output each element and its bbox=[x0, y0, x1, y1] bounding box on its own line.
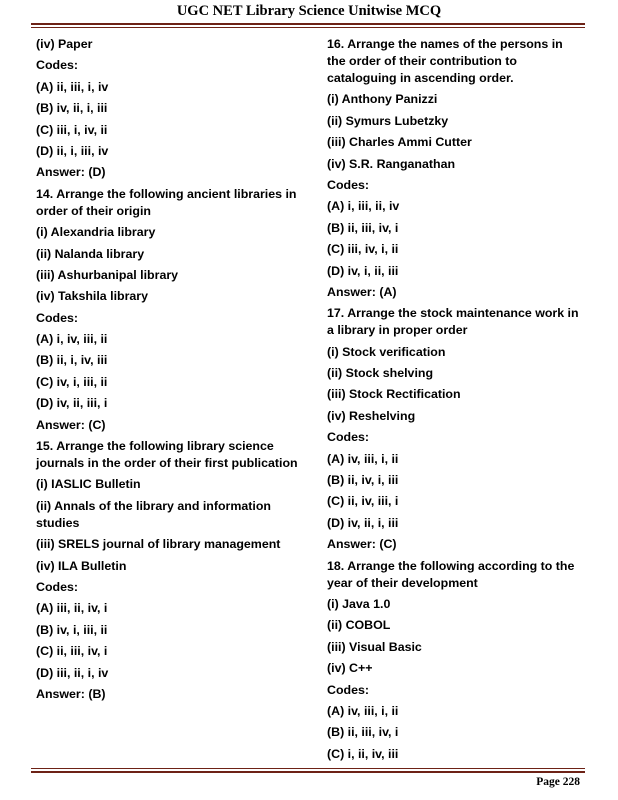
answer-line: Answer: (A) bbox=[327, 284, 397, 299]
footer-rule-thin bbox=[31, 768, 585, 769]
code-option: (A) i, iii, ii, iv bbox=[327, 199, 400, 214]
answer-line: Answer: (C) bbox=[36, 417, 106, 432]
option-line: (iii) SRELS journal of library management bbox=[36, 537, 281, 552]
option-line: (i) Stock verification bbox=[327, 344, 446, 359]
answer-line: Answer: (B) bbox=[36, 686, 106, 701]
code-option: (B) ii, iii, iv, i bbox=[327, 725, 399, 740]
code-option: (D) ii, i, iii, iv bbox=[36, 143, 109, 158]
code-option: (C) iii, i, iv, ii bbox=[36, 122, 108, 137]
option-line: (iv) Paper bbox=[36, 37, 93, 51]
option-line: (i) IASLIC Bulletin bbox=[36, 477, 141, 492]
code-option: (A) iv, iii, i, ii bbox=[327, 703, 399, 718]
code-option: (B) ii, iii, iv, i bbox=[327, 220, 399, 235]
option-line: (ii) Annals of the library and information studies bbox=[36, 498, 271, 530]
answer-line: Answer: (C) bbox=[327, 537, 397, 552]
option-line: (i) Java 1.0 bbox=[327, 596, 391, 611]
option-line: (i) Anthony Panizzi bbox=[327, 92, 438, 107]
option-line: (iii) Visual Basic bbox=[327, 639, 422, 654]
code-option: (A) iii, ii, iv, i bbox=[36, 601, 108, 616]
option-line: (i) Alexandria library bbox=[36, 225, 156, 240]
question-14: 14. Arrange the following ancient libraries in order of their origin bbox=[36, 186, 297, 218]
code-option: (D) iv, i, ii, iii bbox=[327, 263, 399, 278]
codes-label: Codes: bbox=[36, 579, 78, 594]
question-18: 18. Arrange the following according to the year of their development bbox=[327, 558, 575, 590]
option-line: (iii) Stock Rectification bbox=[327, 387, 461, 402]
code-option: (B) ii, iv, i, iii bbox=[327, 473, 399, 488]
code-option: (B) ii, i, iv, iii bbox=[36, 353, 108, 368]
page-number: Page 228 bbox=[536, 776, 580, 788]
code-option: (A) i, iv, iii, ii bbox=[36, 332, 108, 347]
code-option: (D) iii, ii, i, iv bbox=[36, 665, 109, 680]
option-line: (iii) Ashurbanipal library bbox=[36, 267, 179, 282]
code-option: (D) iv, ii, i, iii bbox=[327, 515, 399, 530]
code-option: (B) iv, ii, i, iii bbox=[36, 101, 108, 116]
option-line: (ii) COBOL bbox=[327, 618, 391, 633]
page-header-title: UGC NET Library Science Unitwise MCQ bbox=[176, 3, 442, 19]
question-17: 17. Arrange the stock maintenance work in a library in proper order bbox=[327, 306, 579, 338]
option-line: (iv) ILA Bulletin bbox=[36, 558, 127, 573]
option-line: (iv) S.R. Ranganathan bbox=[327, 156, 456, 171]
option-line: (iv) Takshila library bbox=[36, 289, 149, 304]
answer-line: Answer: (D) bbox=[36, 165, 106, 180]
code-option: (C) ii, iv, iii, i bbox=[327, 494, 399, 509]
header-rule-thick bbox=[31, 23, 585, 25]
footer-rule-thick bbox=[31, 771, 585, 773]
code-option: (A) iv, iii, i, ii bbox=[327, 451, 399, 466]
left-column bbox=[36, 36, 298, 707]
option-line: (ii) Nalanda library bbox=[36, 246, 145, 261]
option-line: (iv) Reshelving bbox=[327, 408, 416, 423]
code-option: (A) ii, iii, i, iv bbox=[36, 79, 109, 94]
option-line: (iv) C++ bbox=[327, 661, 373, 676]
option-line: (ii) Symurs Lubetzky bbox=[327, 113, 449, 128]
option-line: (ii) Stock shelving bbox=[327, 366, 434, 381]
code-option: (C) iii, iv, i, ii bbox=[327, 242, 399, 257]
code-option: (D) iv, ii, iii, i bbox=[36, 396, 108, 411]
codes-label: Codes: bbox=[327, 682, 369, 697]
code-option: (B) iv, i, iii, ii bbox=[36, 622, 108, 637]
code-option: (C) i, ii, iv, iii bbox=[327, 746, 399, 761]
question-16: 16. Arrange the names of the persons in the order of their contribution to cataloguing in ascending order. bbox=[327, 37, 563, 85]
header-rule-thin bbox=[31, 27, 585, 28]
right-column bbox=[327, 36, 583, 767]
code-option: (C) ii, iii, iv, i bbox=[36, 644, 108, 659]
option-line: (iii) Charles Ammi Cutter bbox=[327, 135, 472, 150]
codes-label: Codes: bbox=[327, 177, 369, 192]
codes-label: Codes: bbox=[36, 58, 78, 73]
codes-label: Codes: bbox=[327, 430, 369, 445]
codes-label: Codes: bbox=[36, 310, 78, 325]
code-option: (C) iv, i, iii, ii bbox=[36, 374, 108, 389]
question-15: 15. Arrange the following library science journals in the order of their first publication bbox=[36, 439, 298, 471]
